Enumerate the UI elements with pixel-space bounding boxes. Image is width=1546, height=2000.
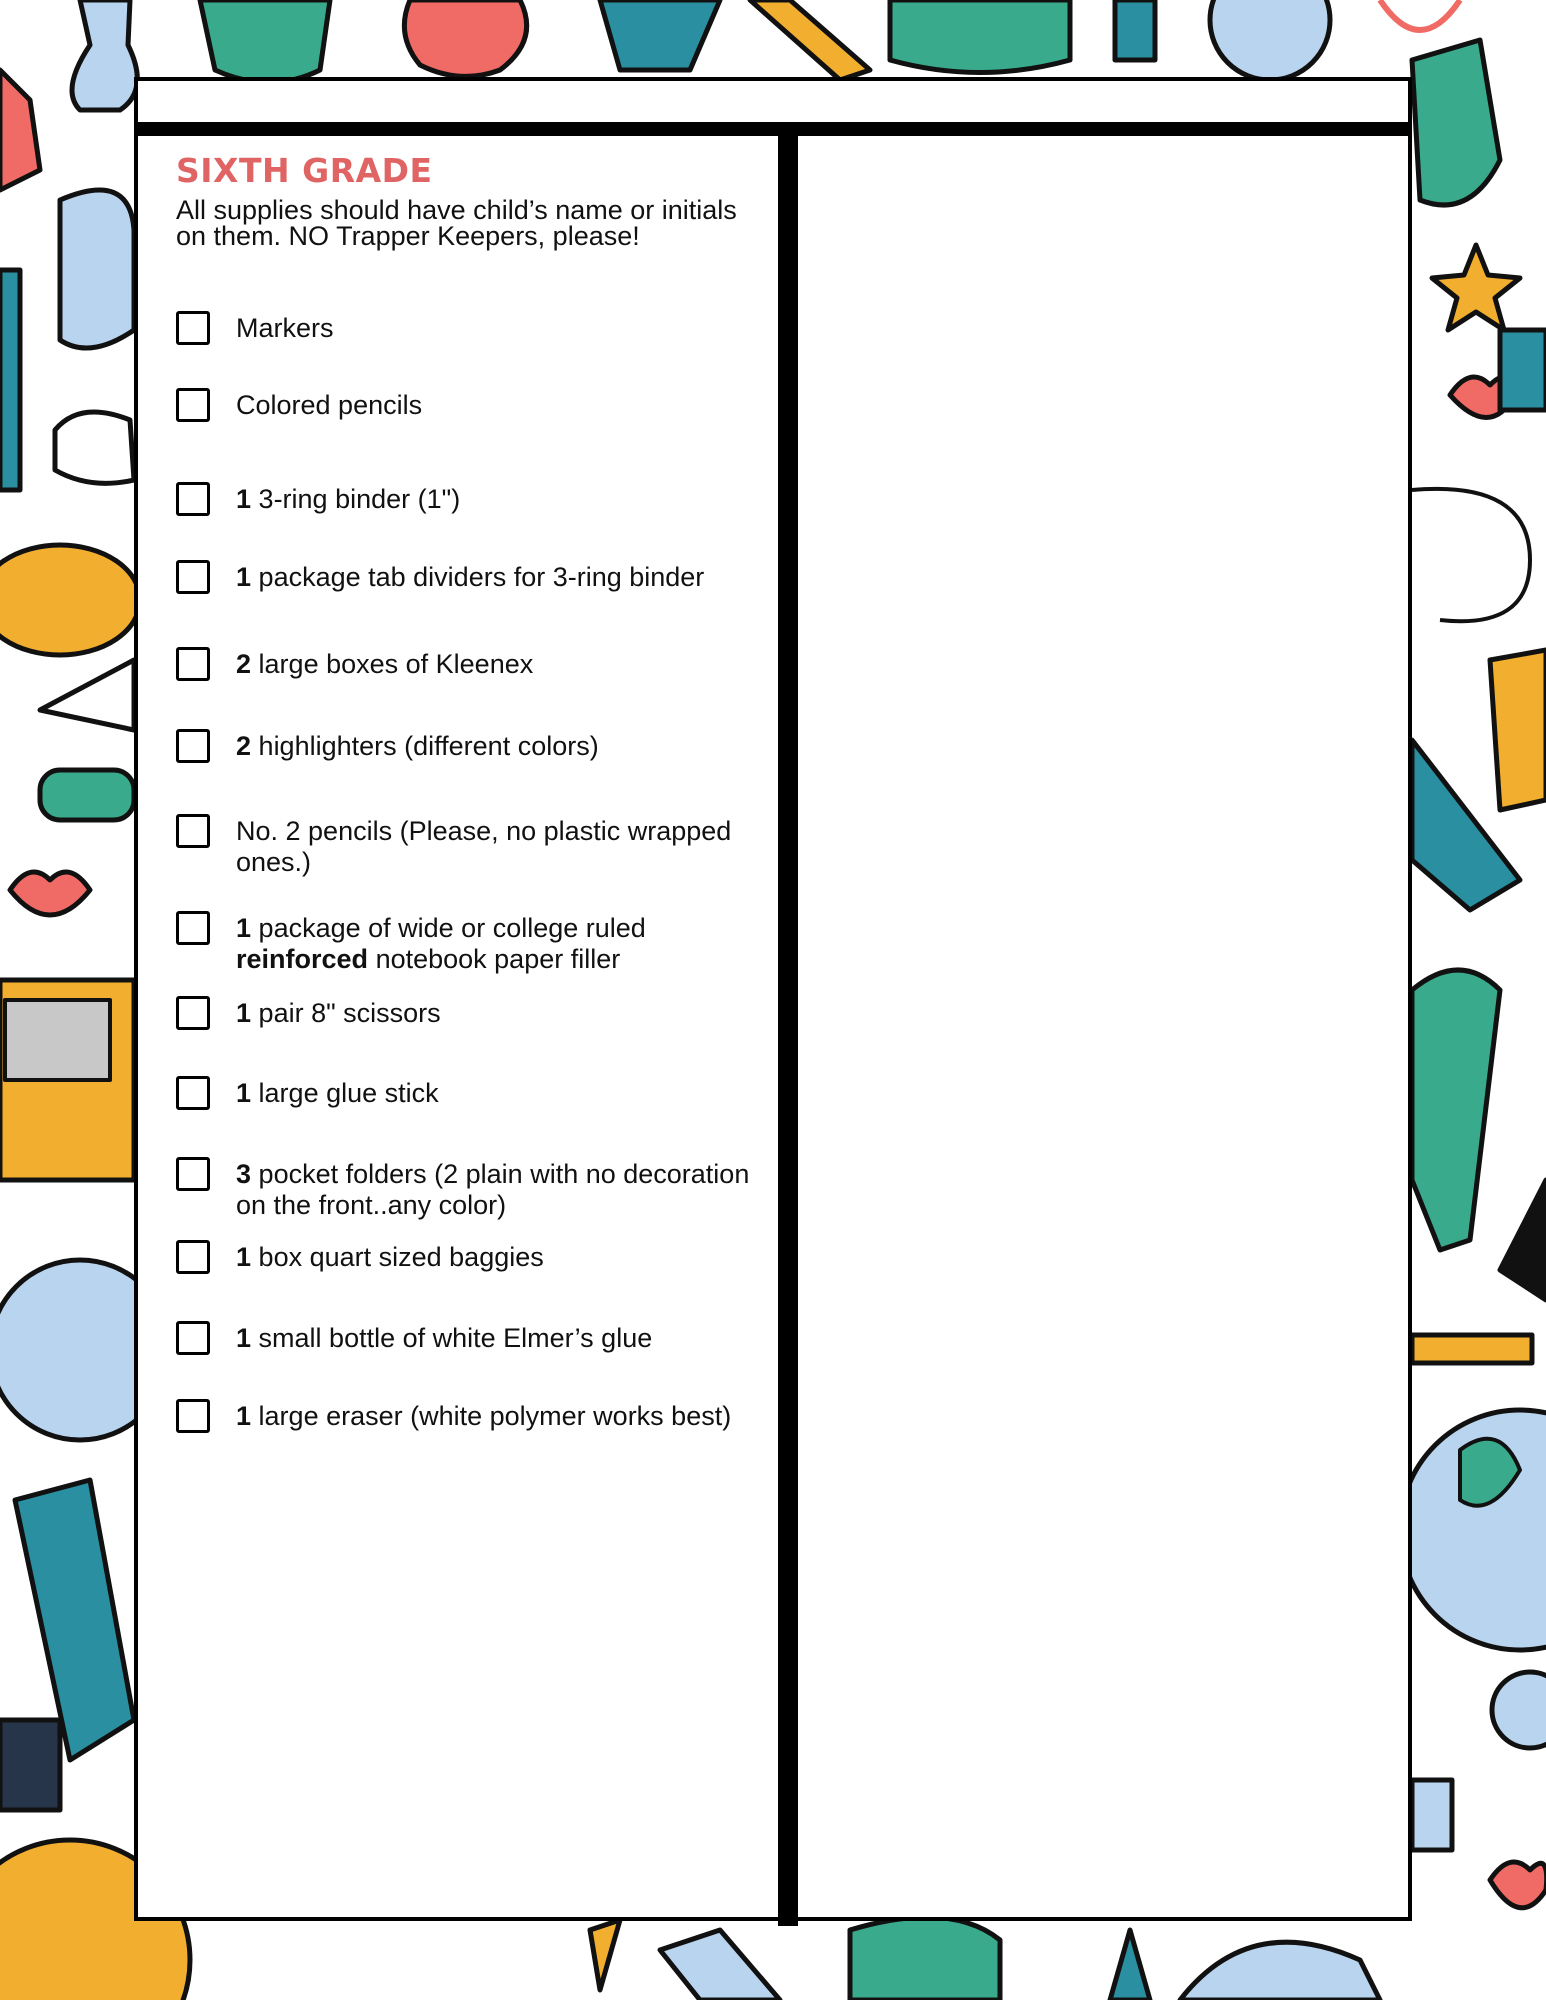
item-text — [236, 998, 776, 1029]
supply-note: All supplies should have child’s name or initials on them. NO Trapper Keepers, please! — [176, 195, 737, 251]
item-quantity: 1 — [236, 1242, 252, 1272]
item-description: pocket folders (2 plain with no decoration on the front..any color) — [236, 1159, 750, 1220]
crayon-icon — [590, 1920, 620, 1990]
crayon-icon — [1500, 330, 1546, 410]
flask-icon — [72, 0, 137, 110]
apple-icon — [404, 0, 526, 76]
ruler-icon — [1412, 1335, 1532, 1363]
item-text: Markers — [236, 313, 334, 343]
checkbox[interactable] — [176, 814, 210, 848]
checkbox[interactable] — [176, 647, 210, 681]
item-description: notebook paper filler — [375, 944, 621, 974]
item-text — [236, 731, 776, 762]
checkbox[interactable] — [176, 1157, 210, 1191]
item-quantity: 1 — [236, 484, 252, 514]
backpack-icon — [890, 0, 1070, 73]
item-text — [236, 1078, 776, 1109]
headphones-icon — [1380, 0, 1460, 30]
item-description: box quart sized baggies — [258, 1242, 544, 1272]
paper-plane-icon — [40, 660, 134, 730]
item-quantity: 2 — [236, 731, 252, 761]
alarm-clock-icon — [1180, 1942, 1380, 2000]
header-bar — [138, 122, 1408, 136]
supply-list-card — [134, 77, 1412, 1921]
item-text — [236, 1159, 776, 1221]
microscope-icon — [1412, 1780, 1452, 1850]
checkbox[interactable] — [176, 388, 210, 422]
column-divider — [778, 136, 798, 1926]
item-quantity: 3 — [236, 1159, 252, 1189]
item-quantity: 1 — [236, 562, 252, 592]
item-text — [236, 1401, 776, 1432]
binder-clip-icon — [55, 412, 134, 483]
item-description: package of wide or college ruled — [258, 913, 646, 943]
item-quantity: 1 — [236, 1323, 252, 1353]
item-quantity: 1 — [236, 913, 252, 943]
football-icon — [0, 545, 140, 655]
item-quantity: 1 — [236, 1078, 252, 1108]
checkbox[interactable] — [176, 560, 210, 594]
item-description: small bottle of white Elmer’s glue — [258, 1323, 653, 1353]
checkbox[interactable] — [176, 1076, 210, 1110]
item-description: package tab dividers for 3-ring binder — [258, 562, 705, 592]
item-description: pair 8" scissors — [258, 998, 441, 1028]
item-text — [236, 649, 776, 680]
checkbox[interactable] — [176, 1399, 210, 1433]
checkbox[interactable] — [176, 1321, 210, 1355]
crayon-icon — [1490, 650, 1546, 810]
item-text: No. 2 pencils (Please, no plastic wrapped ones.) — [236, 816, 732, 877]
item-quantity: 1 — [236, 998, 252, 1028]
flask-icon — [1412, 40, 1500, 205]
crayon-icon — [1110, 1930, 1150, 2000]
item-description: large eraser (white polymer works best) — [258, 1401, 732, 1431]
checkbox[interactable] — [176, 911, 210, 945]
backpack-icon — [200, 0, 330, 83]
item-text — [236, 484, 776, 515]
checkbox[interactable] — [176, 482, 210, 516]
item-text: Colored pencils — [236, 390, 423, 420]
item-description: large glue stick — [258, 1078, 439, 1108]
ruler-icon — [0, 70, 40, 190]
checkbox[interactable] — [176, 311, 210, 345]
microscope-icon — [1412, 970, 1500, 1250]
speech-bubble-icon — [60, 190, 134, 348]
item-text — [236, 1323, 776, 1354]
star-icon — [1432, 245, 1520, 330]
crayon-icon — [0, 270, 20, 490]
page-title: SIXTH GRADE — [176, 151, 433, 190]
pencil-icon — [750, 0, 870, 80]
checkbox[interactable] — [176, 729, 210, 763]
item-description: 3-ring binder (1") — [258, 484, 461, 514]
item-text — [236, 913, 776, 975]
item-text — [236, 562, 776, 593]
heart-icon — [1490, 1862, 1546, 1908]
headphones-icon — [1412, 489, 1530, 621]
binder-clip-icon — [0, 1720, 60, 1810]
checkbox[interactable] — [176, 996, 210, 1030]
item-quantity: 2 — [236, 649, 252, 679]
item-description: large boxes of Kleenex — [258, 649, 534, 679]
item-emphasis: reinforced — [236, 944, 369, 974]
flask-icon — [1492, 1672, 1546, 1748]
heart-icon — [10, 872, 90, 915]
crayon-icon — [1115, 0, 1155, 60]
globe-icon — [1210, 0, 1330, 80]
backpack-icon — [850, 1917, 1000, 2000]
checkbox[interactable] — [176, 1240, 210, 1274]
pencil-icon — [660, 1930, 780, 2000]
crayon-icon — [40, 770, 134, 820]
ruler-icon — [600, 0, 720, 70]
item-description: highlighters (different colors) — [258, 731, 599, 761]
item-quantity: 1 — [236, 1401, 252, 1431]
item-text — [236, 1242, 776, 1273]
paper-plane-icon — [1500, 1180, 1546, 1300]
